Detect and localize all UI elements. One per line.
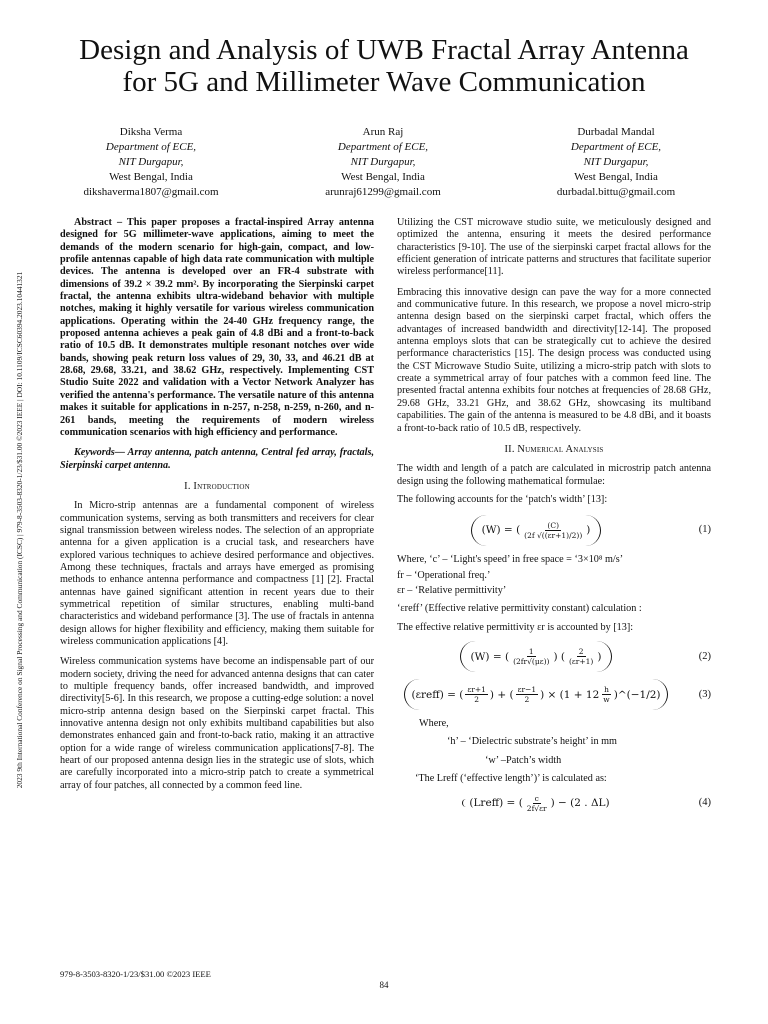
- author-email: durbadal.bittu@gmail.com: [556, 186, 676, 198]
- eq2-lhs: (W) = (: [470, 650, 510, 663]
- h-definition: ‘h’ – ‘Dielectric substrate’s height’ in mm: [447, 736, 617, 748]
- eq1-numerator: (C): [547, 520, 560, 530]
- eq2-numerator-1: 1: [528, 647, 534, 657]
- equation-1: [397, 510, 711, 550]
- lreff-line: ‘The Lreff (‘effective length’)’ is calculated as:: [415, 772, 607, 784]
- numerical-paragraph-2: The following accounts for the ‘patch's width’ [13]:: [397, 493, 608, 505]
- eq1-lhs: (W) = (: [481, 524, 521, 537]
- eq3-middle-1: ) + (: [489, 688, 514, 701]
- author-name: Durbadal Mandal: [577, 126, 655, 138]
- eq4-denominator: 2f√εr: [526, 803, 547, 813]
- eq1-denominator: (2f √((εr+1)/2)): [524, 530, 583, 540]
- author-loc: West Bengal, India: [109, 171, 193, 183]
- abstract: Abstract – This paper proposes a fractal-inspired Array antenna designed for 5G millimeter-wave applications, aiming to meet the demands of the modern scenario for high-gain, compact, and low-profile antennas capable of high data rate communication with multiple devices. The antenna is developed over an FR-4 substrate with dimensions of 39.2 × 39.2 mm². By incorporating the Sierpinski carpet fractal, the antenna exhibits ultra-wideband behavior with multiple notches, making it highly versatile for various wireless communication applications. Operating within the 24-40 GHz frequency range, the proposed antenna achieves a peak gain of 4.8 dBi and a front-to-back ratio of 10.5 dB. It demonstrates multiple resonant notches over wide bands, showing peak return loss values of 29, 30, 33, and 46.21 dB at 28.68, 29.68, 33.21, and 38.62 GHz, respectively. Implementing CST Studio Suite 2022 and validation with a Vector Network Analyzer has verified the antenna's performance. The versatile nature of this antenna makes it suitable for applications in n-257, n-258, n-259, n-260, and n-261 bands, meeting the requirements of modern wireless communication scenarios with high efficiency and performance.: [60, 217, 374, 438]
- author-name: Arun Raj: [362, 126, 404, 138]
- author-inst: NIT Durgapur,: [118, 156, 184, 168]
- title-line-1: Design and Analysis of UWB Fractal Array Antenna: [79, 34, 689, 66]
- author-block-2: [283, 125, 483, 200]
- equation-1-number: (1): [698, 524, 711, 536]
- intro-paragraph-1: In Micro-strip antennas are a fundamental component of wireless communication systems, serving as both transmitters and receivers for clear signal transmission between wireless nodes. The selection of an appropriate antenna for a given application is a crucial task, and researchers have explored various techniques to achieve desired performance and objectives. Among these techniques, fractals and arrays have emerged as promising methods to enhance antenna performance and compactness [1] [2]. Fractal antennas have gained significant attention in recent years due to their symmetrical repetition of similar structures, enabling multi-band characteristics and wideband performance [3]. The use of fractals in antenna design allows for higher flexibility and efficiency, making them suitable for wireless communication applications [4].: [60, 500, 374, 647]
- author-dept: Department of ECE,: [570, 141, 662, 153]
- left-column: [60, 217, 374, 795]
- er-definition: εr – ‘Relative permittivity’: [397, 584, 507, 596]
- equation-4: [397, 789, 711, 817]
- author-dept: Department of ECE,: [337, 141, 429, 153]
- eq2-rhs: ): [597, 650, 602, 663]
- eq3-denominator-1: 2: [474, 695, 480, 705]
- fr-definition: fr – ‘Operational freq.’: [397, 569, 491, 581]
- right-column: [397, 217, 711, 821]
- equation-4-number: (4): [698, 797, 711, 809]
- intro-paragraph-2: Wireless communication systems have become an indispensable part of our modern society, driving the need for advanced antenna designs that can cater to multiple frequency bands, offer increased bandwidth, and improved directivity[5-6]. In this research, we propose a cutting-edge solution: a novel micro-strip antenna design based on the Sierpinski carpet fractal. This innovative antenna design not only exhibits multiband capabilities but also demonstrates enhanced gain and front-to-back ratio, making it an attractive option for a wide range of wireless communication applications[7-8]. The heart of our proposed antenna design lies in the strategic use of slots, which are carefully incorporated into a micro-strip patch to create a symmetrical array of four patches, all connected by a common feed line.: [60, 656, 374, 791]
- where-label: Where,: [419, 717, 449, 729]
- eq2-denominator-2: (εr+1): [568, 657, 594, 667]
- author-block-1: [51, 125, 251, 200]
- author-inst: NIT Durgapur,: [350, 156, 416, 168]
- equation-3-number: (3): [698, 688, 711, 700]
- author-inst: NIT Durgapur,: [583, 156, 649, 168]
- author-loc: West Bengal, India: [574, 171, 658, 183]
- paper-title: [40, 34, 728, 98]
- eq4-rhs: ) − (2 . ΔL): [550, 797, 610, 810]
- side-citation: [12, 170, 28, 890]
- author-name: Diksha Verma: [119, 126, 183, 138]
- eq3-numerator-1: εr+1: [467, 685, 486, 695]
- ereff-accounted-line: The effective relative permittivity εr is accounted by [13]:: [397, 621, 634, 633]
- eq2-denominator-1: (2fr√(με)): [513, 657, 550, 667]
- eq3-numerator-2: εr−1: [517, 685, 537, 695]
- eq3-denominator-3: w: [603, 695, 610, 705]
- equation-2-number: (2): [698, 650, 711, 662]
- eq4-lhs: (Lreff) = (: [469, 797, 523, 810]
- keywords: Keywords— Array antenna, patch antenna, Central fed array, fractals, Sierpinski carpet antenna.: [60, 447, 374, 471]
- eq3-middle-2: ) × (1 + 12: [540, 688, 600, 701]
- author-email: arunraj61299@gmail.com: [325, 186, 441, 198]
- author-loc: West Bengal, India: [341, 171, 425, 183]
- side-citation-text: 2023 9th International Conference on Signal Processing and Communication (ICSC) | 979-8-3503-8320-1/23/$31.00 ©2023 IEEE | DOI: 10.1109/ICSC60394.2023.10441321: [15, 271, 24, 789]
- ereff-calculation-line: ‘εreff’ (Effective relative permittivity constant) calculation :: [397, 603, 642, 615]
- author-email: dikshaverma1807@gmail.com: [83, 186, 219, 198]
- title-line-2: for 5G and Millimeter Wave Communication: [122, 66, 646, 98]
- where-light-speed: Where, ‘c’ – ‘Light's speed’ in free space = ‘3×10⁸ m/s’: [397, 554, 624, 566]
- section-heading-numerical-analysis: II. Numerical Analysis: [504, 443, 604, 455]
- eq2-middle: ) (: [553, 650, 565, 663]
- eq1-rhs: ): [586, 524, 591, 537]
- section-heading-introduction: I. Introduction: [184, 480, 250, 492]
- eq2-numerator-2: 2: [578, 647, 584, 657]
- w-definition: ‘w’ –Patch’s width: [485, 754, 562, 766]
- right-paragraph-1: Utilizing the CST microwave studio suite, we meticulously designed and optimized the antenna, ensuring it meets the desired performance characteristics [9-10]. The use of the sierpinski carpet fractal allows for the efficient generation of intricate patterns and structures that facilitate superior wireless performance[11].: [397, 217, 711, 278]
- author-dept: Department of ECE,: [105, 141, 197, 153]
- eq3-denominator-2: 2: [524, 695, 530, 705]
- eq3-numerator-3: h: [604, 685, 609, 695]
- eq3-rhs: )^(−1/2): [613, 688, 661, 701]
- author-block-3: [516, 125, 716, 200]
- right-paragraph-2: Embracing this innovative design can pave the way for a more connected and communicative future. In this research, we propose a novel micro-strip antenna design based on the sierpinski carpet fractal, which offers the advantages of increased bandwidth and directivity[12-14]. The proposed antenna employs slots that can be strategically cut to achieve the desired performance characteristics [15]. The design process was conducted using the CST Microwave Studio Suite, utilizing a micro-strip patch with slots to create a symmetrical array of four patches with a common feed line. The presented fractal antenna exhibits four notches at frequencies of 28.68 GHz, 29.68 GHz, 33.21 GHz, and 38.62 GHz, showcasing its multiband capabilities. The gain of the antenna is measured to be 4.8 dBi, and it boasts a front-to-back ratio of 10.5 dB, respectively.: [397, 286, 711, 434]
- equation-2: [397, 640, 711, 674]
- eq4-numerator: c: [534, 793, 539, 803]
- equation-3: [397, 678, 711, 712]
- eq3-lhs: (εreff) = (: [411, 688, 464, 701]
- numerical-paragraph-1: The width and length of a patch are calculated in microstrip patch antenna design using the following mathematical formulae:: [397, 463, 711, 487]
- page-number: 84: [379, 980, 389, 990]
- copyright-footer: 979-8-3503-8320-1/23/$31.00 ©2023 IEEE: [60, 969, 211, 979]
